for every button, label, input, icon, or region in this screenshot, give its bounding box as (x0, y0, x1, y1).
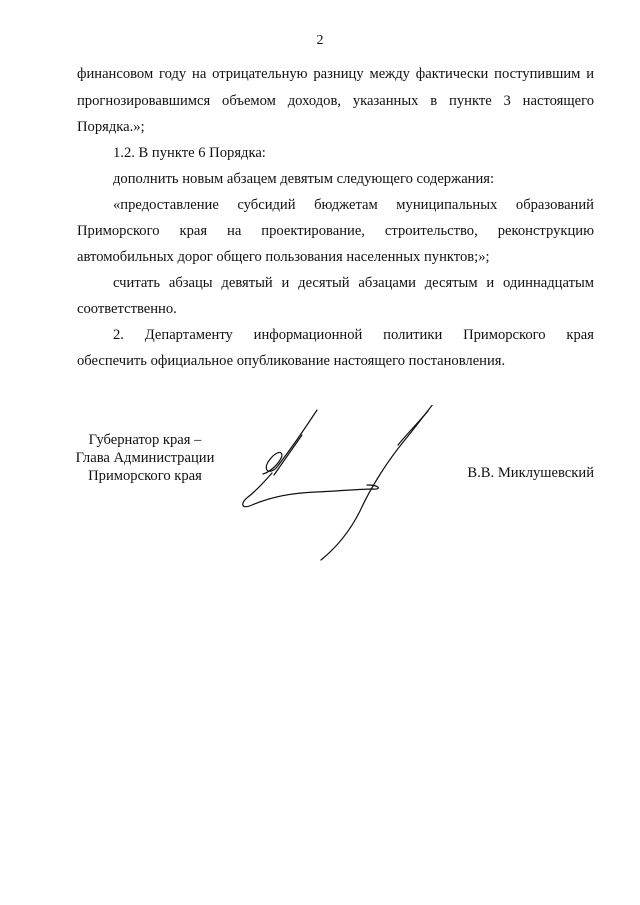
text-line: Приморского края на проектирование, строительство, реконструкцию (77, 223, 594, 239)
text-line: 2. Департаменту информационной политики Приморского края (113, 327, 594, 343)
text-line: считать абзацы девятый и десятый абзацами десятым и одиннадцатым (113, 275, 594, 291)
text-line: «предоставление субсидий бюджетам муниципальных образований (113, 197, 594, 213)
signatory-name: В.В. Миклушевский (467, 465, 594, 481)
page-number: 2 (316, 33, 324, 48)
text-line: финансовом году на отрицательную разницу между фактически поступившим и (77, 66, 594, 82)
signatory-title-line: Глава Администрации (75, 450, 215, 466)
text-line: 1.2. В пункте 6 Порядка: (113, 145, 266, 161)
text-line: автомобильных дорог общего пользования населенных пунктов;»; (77, 249, 490, 265)
signatory-title-line: Губернатор края – (88, 432, 202, 448)
text-line: соответственно. (77, 301, 177, 317)
text-line: Порядка.»; (77, 119, 145, 135)
text-line: прогнозировавшимся объемом доходов, указанных в пункте 3 настоящего (77, 93, 594, 109)
text-line: дополнить новым абзацем девятым следующего содержания: (113, 171, 495, 187)
signatory-title-line: Приморского края (88, 468, 202, 484)
text-line: обеспечить официальное опубликование настоящего постановления. (77, 353, 506, 369)
handwritten-signature (230, 405, 460, 565)
